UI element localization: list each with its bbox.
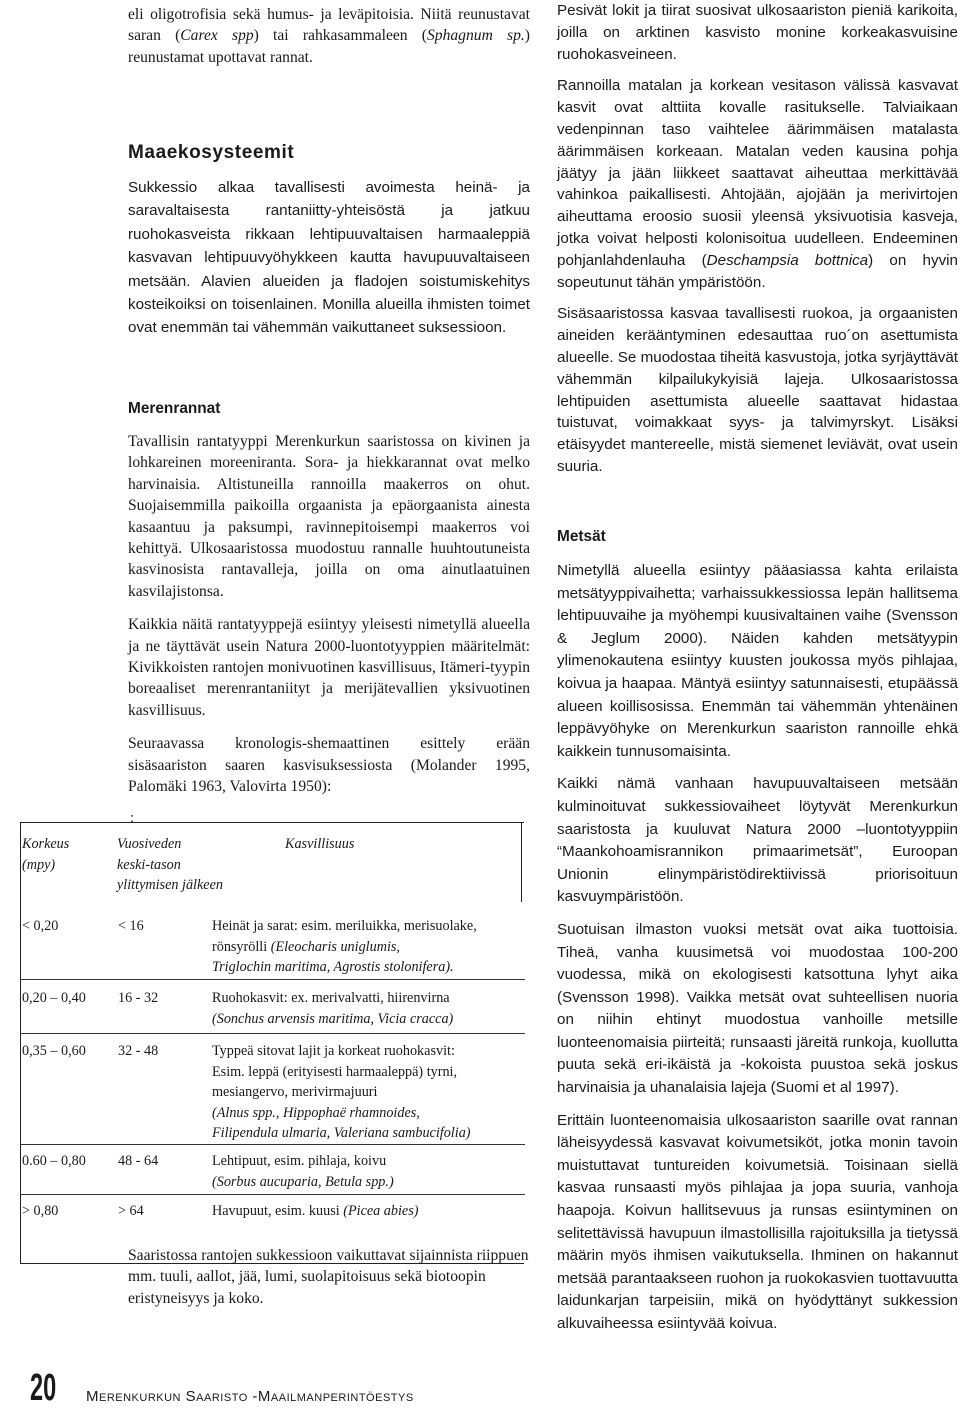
- shore-stress-paragraph: Rannoilla matalan ja korkean vesitason välissä kasvavat kasvit ovat alttiita kovalle rasitukselle. Talviaikaan vedenpinnan taso vaihtelee äärimmäisen matalasta äärimmäisen korkeaan. Matalan veden kausina pohja jäätyy ja jään liikkeet saattavat aiheuttaa merkittävää vahinkoa paikallisesti. Ahtojään, ajojään ja merivirtojen aiheuttama eroosio suosii yleensä yksivuotisia kasveja, jotka voivat helposti kolonisoitua uudelleen. Endeeminen pohjanlahdenlauha (Deschampsia bottnica) on hyvin sopeutunut tähän ympäristöön.: [557, 77, 958, 291]
- subheading-metsat: Metsät: [557, 528, 606, 545]
- header-years: Vuosiveden keski-tason ylittymisen jälkeen: [117, 836, 223, 894]
- succession-table: : Korkeus (mpy) Vuosiveden keski-tason ylittymisen jälkeen Kasvillisuus < 0,20 < 16 Heinät ja sarat: esim. meriluikka, merisuolake, rönsyrölli (Eleocharis uniglumis, Triglochin maritima, Agrostis stolonifera). 0,20 – 0,40 16 - 32 Ruohokasvit: ex. merivalvatti, hiirenvirna (Sonchus arvensis maritima, Vicia cracca) 0,35 – 0,60 32 - 48 Typpeä sitovat lajit ja korkeat ruohokasvit: Esim. leppä (erityisesti harmaaleppä) tyrni, mesiangervo, merivirmajuuri (Alnus spp., Hippophaë rhamnoides, Filipendula ulmaria, Valeriana sambucifolia) 0.60 – 0,80 48 - 64 Lehtipuut, esim. pihlaja, koivu (Sorbus aucuparia, Betula spp.) > 0,80 > 64 Havupuut, esim. kuusi (Picea abies): [20, 822, 525, 1262]
- left-column: [128, 4, 530, 68]
- forest-types-paragraph: Nimetyllä alueella esiintyy pääasiassa kahta erilaista metsätyyppivaihetta; varhaissukkessiossa lepän hallitsema lehtipuuvaihe ja myöhempi kuusivaltainen vaihe (Svensson & Jeglum 2000). Näiden kahden metsätyypin ylimenokautena esiintyy kuusten joukossa myös pihlajaa, koivua ja haapaa. Mäntyä esiintyy satunnaisesti, etupäässä alueen koillisosissa. Enemmän tai vähemmän yhtenäinen leppävyöhyke on Merenkurkun saariston rannoille ehkä kaikkein tunnusomaisinta.: [557, 562, 958, 760]
- section-heading-maaekosysteemit: Maaekosysteemit: [128, 142, 295, 163]
- metsat-body: [557, 560, 958, 1348]
- page-number: 20: [30, 1367, 57, 1409]
- productivity-paragraph: Suotuisan ilmaston vuoksi metsät ovat aika tuottoisia. Tiheä, vanha kuusimetsä voi muodostaa 100-200 vuodessa, mikä on ekologisesti katsottuna lyhyt aika (Svensson 1998). Vaikka metsät ovat suhteellisen nuoria on niihin ehtinyt muodostua vanhoille metsille luonteenomaisia piirteitä; runsaasti järeitä runkoja, kuollutta puuta sekä eri-ikäistä ja -kokoista puustoa sekä joskus harvinaisia ja uhanalaisia lajeja (Suomi et al 1997).: [557, 920, 958, 1097]
- table-frame-right: [521, 822, 522, 902]
- row-divider: [20, 979, 525, 980]
- succession-factors-paragraph: Saaristossa rantojen sukkessioon vaikuttavat sijainnista riippuen mm. tuuli, aallot, jää, lumi, suolapitoisuus sekä biotoopin eristyneisyys ja koko.: [128, 1247, 529, 1307]
- row-divider: [20, 1194, 525, 1195]
- row-divider: [20, 1033, 525, 1034]
- header-height: Korkeus (mpy): [22, 836, 70, 873]
- right-column-top: [557, 0, 958, 490]
- publication-title: Merenkurkun Saaristo -Maailmanperintöestys: [86, 1388, 414, 1405]
- after-table-body: [128, 1245, 530, 1321]
- intro-paragraph: eli oligotrofisia sekä humus- ja leväpitoisia. Niitä reunustavat saran (Carex spp) tai rahkasammaleen (Sphagnum sp.) reunustamat upottavat rannat.: [128, 6, 530, 66]
- reed-paragraph: Sisäsaaristossa kasvaa tavallisesti ruokoa, ja orgaanisten aineiden kerääntyminen edesauttaa ruo´on asettumista alueelle. Se muodostaa tiheitä kasvustoja, jotka syrjäyttävät vähemmän kilpailukykyisiä lajeja. Ulkosaaristossa lehtipuiden asettumista alueelle saattavat hidastaa tuistuvat, voimakkaat syys- ja talvimyrskyt. Lisäksi etäisyydet mantereelle, mistä siemenet leviävät, ovat usein suuria.: [557, 305, 959, 475]
- chronology-intro-paragraph: Seuraavassa kronologis-shemaattinen esittely erään sisäsaariston saaren kasvisuksessiosta (Molander 1995, Palomäki 1963, Valovirta 1950):: [128, 735, 530, 796]
- gulls-paragraph: Pesivät lokit ja tiirat suosivat ulkosaariston pieniä karikoita, joilla on arktinen kasvisto monine korkeakasvuisine ruohokasveineen.: [557, 2, 958, 63]
- merenrannat-body: [128, 431, 530, 798]
- maaekosysteemit-body: [128, 176, 530, 352]
- header-vegetation: Kasvillisuus: [285, 836, 355, 852]
- subheading-merenrannat: Merenrannat: [128, 400, 221, 417]
- succession-paragraph: Sukkessio alkaa tavallisesti avoimesta heinä- ja saravaltaisesta rantaniitty-yhteisöstä ja jatkuu ruohokasveista rikkaan lehtipuuvaltaisen harmaaleppiä kasvavan lehtipuuvyöhykkeen kautta havupuuvaltaiseen metsään. Alavien alueiden ja fladojen soistumiskehitys kosteikoiksi on toisenlainen. Monilla alueilla ihmisten toimet ovat enemmän tai vähemmän vaikuttaneet suksessioon.: [128, 179, 530, 337]
- row-divider: [20, 1144, 525, 1145]
- natura-shore-paragraph: Kaikkia näitä rantatyyppejä esiintyy yleisesti nimetyllä alueella ja ne täyttävät usein Natura 2000-luontotyyppien määritelmät: Kivikkoisten rantojen monivuotinen kasvillisuus, Itämeri-tyypin boreaaliset merenrantaniityt ja merijätevallien yksivuotinen kasvillisuus.: [128, 616, 530, 719]
- shore-types-paragraph: Tavallisin rantatyyppi Merenkurkun saaristossa on kivinen ja lohkareinen moreeniranta. Sora- ja hiekkarannat ovat melko harvinaisia. Altistuneilla rannoilla maakerros on ohut. Suojaisemmilla paikoilla orgaanista ja epäorgaanista ainesta kasaantuu ja paksumpi, ravinnepitoisempi maakerros voi kehittyä. Ulkosaaristossa muodostuu rannalle huuhtoutuneista kasvinosista rantavalleja, joilla on oma ainutlaatuinen kasvilajistonsa.: [128, 433, 530, 600]
- birch-forest-paragraph: Erittäin luonteenomaisia ulkosaariston saarille ovat rannan läheisyydessä kasvavat koivumetsiköt, jotka monin tavoin muistuttavat tuntureiden koivumetsiä. Toisinaan siellä kasvaa runsaasti myös pihlajaa ja jopa suuria, vanhoja haapoja. Koivun hallitsevuus ja runsas esiintyminen on selitettävissä havupuun ilmastollisilla rajoituksilla ja tietyssä määrin myös ihmisen vaikutuksella. Ihminen on hakannut metsää parantaakseen ruohon ja ruokokasvien tuottavuutta laidunkarjan tarpeisiin, mikä on hyödyttänyt sukkession alkuvaiheessa esiintyvää koivua.: [557, 1111, 958, 1332]
- natura-forest-paragraph: Kaikki nämä vanhaan havupuuvaltaiseen metsään kulminoituvat sukkessiovaiheet löytyvät Merenkurkun saaristosta ja kuuluvat Natura 2000 –luontotyyppiin “Maankohoamisrannikon primaarimetsät”, Euroopan Unionin elinympäristödirektiivissä priorisoituun kasvuympäristöön.: [557, 775, 958, 906]
